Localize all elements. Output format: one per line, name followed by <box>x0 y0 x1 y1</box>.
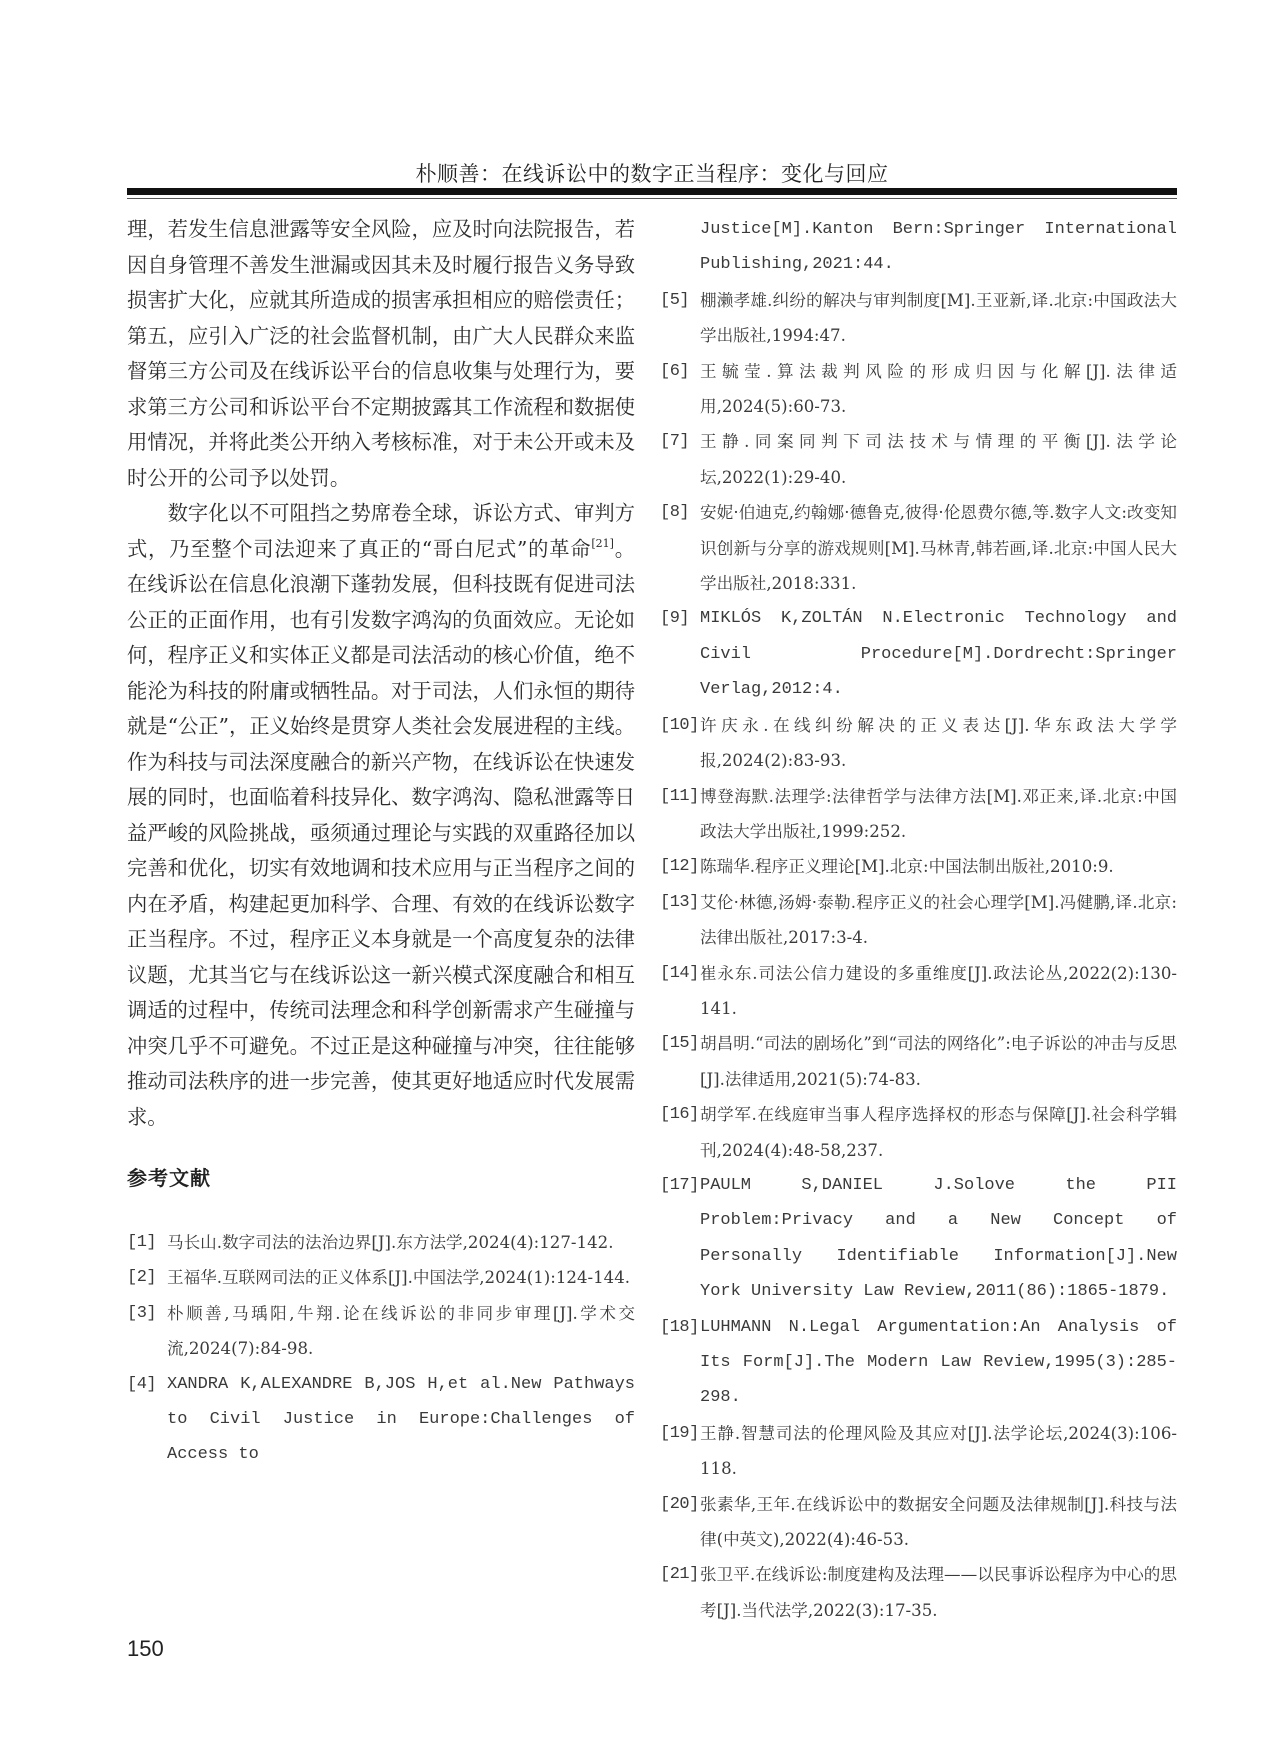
reference-text: XANDRA K,ALEXANDRE B,JOS H,et al.New Pathways to Civil Justice in Europe:Challenges of Access to <box>167 1374 635 1465</box>
reference-item <box>660 424 1177 495</box>
reference-item <box>660 956 1177 1027</box>
reference-text: 崔永东.司法公信力建设的多重维度[J].政法论丛,2022(2):130-141. <box>700 963 1177 1018</box>
reference-item <box>660 849 1177 884</box>
reference-number: [21] <box>660 1565 699 1585</box>
reference-number: [9] <box>660 609 690 629</box>
reference-number: [12] <box>660 857 699 877</box>
reference-item <box>660 283 1177 354</box>
reference-number: [8] <box>660 503 690 523</box>
reference-text: 胡昌明.“司法的剧场化”到“司法的网络化”:电子诉讼的冲击与反思[J].法律适用,2021(5):74-83. <box>700 1034 1177 1089</box>
reference-item <box>660 1416 1177 1487</box>
reference-item <box>660 885 1177 956</box>
reference-item <box>127 1367 635 1473</box>
reference-text: 张素华,王年.在线诉讼中的数据安全问题及法律规制[J].科技与法律(中英文),2022(4):46-53. <box>700 1494 1177 1550</box>
right-column <box>660 212 1177 1628</box>
paragraph-text: 数字化以不可阻挡之势席卷全球，诉讼方式、审判方式，乃至整个司法迎来了真正的“哥白尼式”的革命 <box>127 501 635 561</box>
reference-text: 王静.智慧司法的伦理风险及其应对[J].法学论坛,2024(3):106-118. <box>700 1423 1177 1479</box>
reference-number: [10] <box>660 715 699 735</box>
reference-text: 王静.同案同判下司法技术与情理的平衡[J].法学论坛,2022(1):29-40. <box>700 432 1177 487</box>
reference-text: 王福华.互联网司法的正义体系[J].中国法学,2024(1):124-144. <box>167 1268 631 1288</box>
reference-text: 张卫平.在线诉讼:制度建构及法理——以民事诉讼程序为中心的思考[J].当代法学,2022(3):17-35. <box>700 1565 1177 1620</box>
reference-item <box>660 1310 1177 1416</box>
reference-text: 王毓莹.算法裁判风险的形成归因与化解[J].法律适用,2024(5):60-73. <box>700 361 1177 417</box>
running-title: 朴顺善：在线诉讼中的数字正当程序：变化与回应 <box>415 162 889 186</box>
page-number: 150 <box>127 1636 164 1661</box>
reference-text: 安妮·伯迪克,约翰娜·德鲁克,彼得·伦恩费尔德,等.数字人文:改变知识创新与分享的游戏规则[M].马林青,韩若画,译.北京:中国人民大学出版社,2018:331. <box>700 503 1177 594</box>
reference-number: [19] <box>660 1423 699 1443</box>
reference-item <box>660 1097 1177 1168</box>
reference-number: [7] <box>660 432 690 452</box>
reference-number: [20] <box>660 1494 699 1514</box>
reference-number: [13] <box>660 892 699 912</box>
header-rule-thin <box>127 198 1177 199</box>
reference-text: 朴顺善,马瑀阳,牛翔.论在线诉讼的非同步审理[J].学术交流,2024(7):84-98. <box>167 1303 635 1359</box>
reference-number: [5] <box>660 290 690 310</box>
reference-text: PAULM S,DANIEL J.Solove the PII Problem:Privacy and a New Concept of Personally Identifiable Information[J].New York University Law Review,2011(86):1865-1879. <box>700 1175 1177 1302</box>
reference-item <box>660 495 1177 601</box>
paragraph-text: 。在线诉讼在信息化浪潮下蓬勃发展，但科技既有促进司法公正的正面作用，也有引发数字鸿沟的负面效应。无论如何，程序正义和实体正义都是司法活动的核心价值，绝不能沦为科技的附庸或牺牲品。对于司法，人们永恒的期待就是“公正”，正义始终是贯穿人类社会发展进程的主线。作为科技与司法深度融合的新兴产物，在线诉讼在快速发展的同时，也面临着科技异化、数字鸿沟、隐私泄露等日益严峻的风险挑战，亟须通过理论与实践的双重路径加以完善和优化，切实有效地调和技术应用与正当程序之间的内在矛盾，构建起更加科学、合理、有效的在线诉讼数字正当程序。不过，程序正义本身就是一个高度复杂的法律议题，尤其当它与在线诉讼这一新兴模式深度融合和相互调适的过程中，传统司法理念和科学创新需求产生碰撞与冲突几乎不可避免。不过正是这种碰撞与冲突，往往能够推动司法秩序的进一步完善，使其更好地适应时代发展需求。 <box>127 536 635 1129</box>
reference-number: [4] <box>127 1374 157 1394</box>
reference-item <box>660 1487 1177 1558</box>
reference-number: [3] <box>127 1303 157 1323</box>
reference-continuation: Justice[M].Kanton Bern:Springer International Publishing,2021:44. <box>700 220 1177 275</box>
reference-number: [15] <box>660 1034 699 1054</box>
reference-item <box>127 1225 635 1260</box>
reference-item <box>660 1168 1177 1310</box>
reference-number: [1] <box>127 1233 157 1252</box>
citation-link[interactable]: [21] <box>591 536 614 550</box>
reference-item <box>660 708 1177 779</box>
reference-number: [6] <box>660 361 690 381</box>
reference-number: [16] <box>660 1105 699 1125</box>
reference-number: [14] <box>660 963 699 983</box>
reference-text: 许庆永.在线纠纷解决的正义表达[J].华东政法大学学报,2024(2):83-93. <box>700 715 1177 771</box>
reference-text: MIKLÓS K,ZOLTÁN N.Electronic Technology and Civil Procedure[M].Dordrecht:Springer Verlag,2012:4. <box>700 609 1177 700</box>
header-rule-thick <box>127 188 1177 195</box>
reference-text: 胡学军.在线庭审当事人程序选择权的形态与保障[J].社会科学辑刊,2024(4):48-58,237. <box>700 1105 1177 1160</box>
reference-number: [11] <box>660 786 699 806</box>
reference-text: 博登海默.法理学:法律哲学与法律方法[M].邓正来,译.北京:中国政法大学出版社,1999:252. <box>700 786 1177 841</box>
body-paragraph: 理，若发生信息泄露等安全风险，应及时向法院报告，若因自身管理不善发生泄漏或因其未及时履行报告义务导致损害扩大化，应就其所造成的损害承担相应的赔偿责任；第五，应引入广泛的社会监督机制，由广大人民群众来监督第三方公司及在线诉讼平台的信息收集与处理行为，要求第三方公司和诉讼平台不定期披露其工作流程和数据使用情况，并将此类公开纳入考核标准，对于未公开或未及时公开的公司予以处罚。 <box>127 217 635 490</box>
body-paragraph <box>127 496 635 1135</box>
reference-text: 陈瑞华.程序正义理论[M].北京:中国法制出版社,2010:9. <box>700 857 1114 877</box>
reference-text: 马长山.数字司法的法治边界[J].东方法学,2024(4):127-142. <box>167 1233 614 1252</box>
reference-item <box>660 601 1177 707</box>
reference-item <box>127 1296 635 1367</box>
reference-item <box>660 1557 1177 1628</box>
reference-number: [17] <box>660 1175 699 1195</box>
reference-item <box>660 779 1177 850</box>
reference-number: [2] <box>127 1268 157 1288</box>
reference-item <box>127 1260 635 1295</box>
reference-text: 棚濑孝雄.纠纷的解决与审判制度[M].王亚新,译.北京:中国政法大学出版社,1994:47. <box>700 290 1177 346</box>
reference-number: [18] <box>660 1317 699 1337</box>
reference-text: LUHMANN N.Legal Argumentation:An Analysis of Its Form[J].The Modern Law Review,1995(3):285-298. <box>700 1317 1177 1408</box>
left-column <box>127 212 635 1473</box>
reference-item <box>660 354 1177 425</box>
reference-item <box>660 1026 1177 1097</box>
reference-text: 艾伦·林德,汤姆·泰勒.程序正义的社会心理学[M].冯健鹏,译.北京:法律出版社,2017:3-4. <box>700 892 1177 948</box>
references-heading: 参考文献 <box>127 1166 211 1190</box>
